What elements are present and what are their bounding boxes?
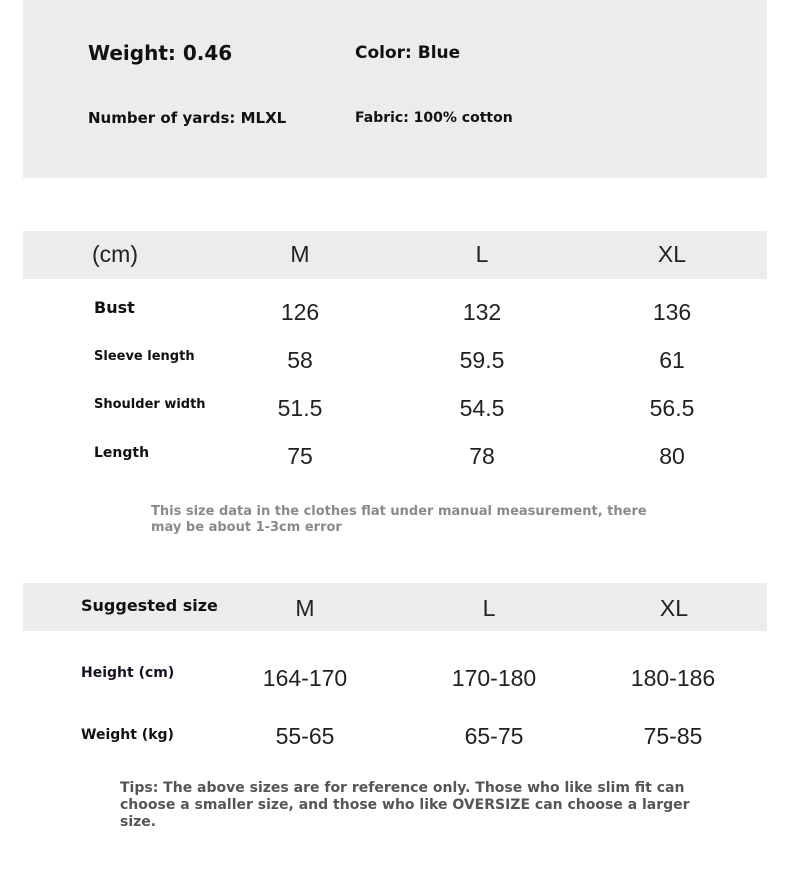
size-header-xl: XL bbox=[657, 241, 687, 267]
table-cell: 51.5 bbox=[277, 395, 323, 421]
table-cell: 54.5 bbox=[459, 395, 505, 421]
row-label-height: Height (cm) bbox=[81, 665, 175, 681]
table-cell: 80 bbox=[659, 443, 685, 469]
table-cell: 58 bbox=[287, 347, 313, 373]
row-label-bust: Bust bbox=[94, 298, 135, 317]
color-info: Color: Blue bbox=[355, 43, 461, 63]
table-cell: 170-180 bbox=[451, 665, 537, 691]
table-cell: 56.5 bbox=[649, 395, 695, 421]
table-cell: 180-186 bbox=[630, 665, 716, 691]
measurement-note: This size data in the clothes flat under manual measurement, there may be about 1-3cm error bbox=[151, 504, 647, 535]
table-cell: 65-75 bbox=[464, 723, 524, 749]
table-cell: 59.5 bbox=[459, 347, 505, 373]
row-label-length: Length bbox=[94, 445, 150, 461]
row-label-sleeve-length: Sleeve length bbox=[94, 349, 195, 364]
table-cell: 61 bbox=[659, 347, 685, 373]
table-cell: 55-65 bbox=[275, 723, 335, 749]
table-cell: 164-170 bbox=[262, 665, 348, 691]
product-info-panel bbox=[23, 0, 767, 178]
row-label-shoulder-width: Shoulder width bbox=[94, 397, 206, 412]
weight-info: Weight: 0.46 bbox=[88, 41, 233, 65]
size-header-m: M bbox=[290, 241, 310, 267]
table-cell: 78 bbox=[469, 443, 495, 469]
table-cell: 75-85 bbox=[643, 723, 703, 749]
suggested-size-header: Suggested size bbox=[81, 596, 218, 615]
suggested-header-l: L bbox=[482, 595, 496, 621]
suggested-header-xl: XL bbox=[659, 595, 689, 621]
row-label-weight: Weight (kg) bbox=[81, 727, 174, 743]
size-tips: Tips: The above sizes are for reference only. Those who like slim fit can choose a smaller size, and those who like OVERSIZE can choose a larger size. bbox=[120, 780, 690, 830]
size-header-l: L bbox=[475, 241, 489, 267]
table-cell: 132 bbox=[462, 299, 502, 325]
table-cell: 75 bbox=[287, 443, 313, 469]
yards-info: Number of yards: MLXL bbox=[88, 109, 287, 127]
table-cell: 126 bbox=[280, 299, 320, 325]
unit-label: (cm) bbox=[92, 241, 138, 267]
suggested-header-m: M bbox=[295, 595, 315, 621]
table-cell: 136 bbox=[652, 299, 692, 325]
fabric-info: Fabric: 100% cotton bbox=[355, 110, 513, 126]
